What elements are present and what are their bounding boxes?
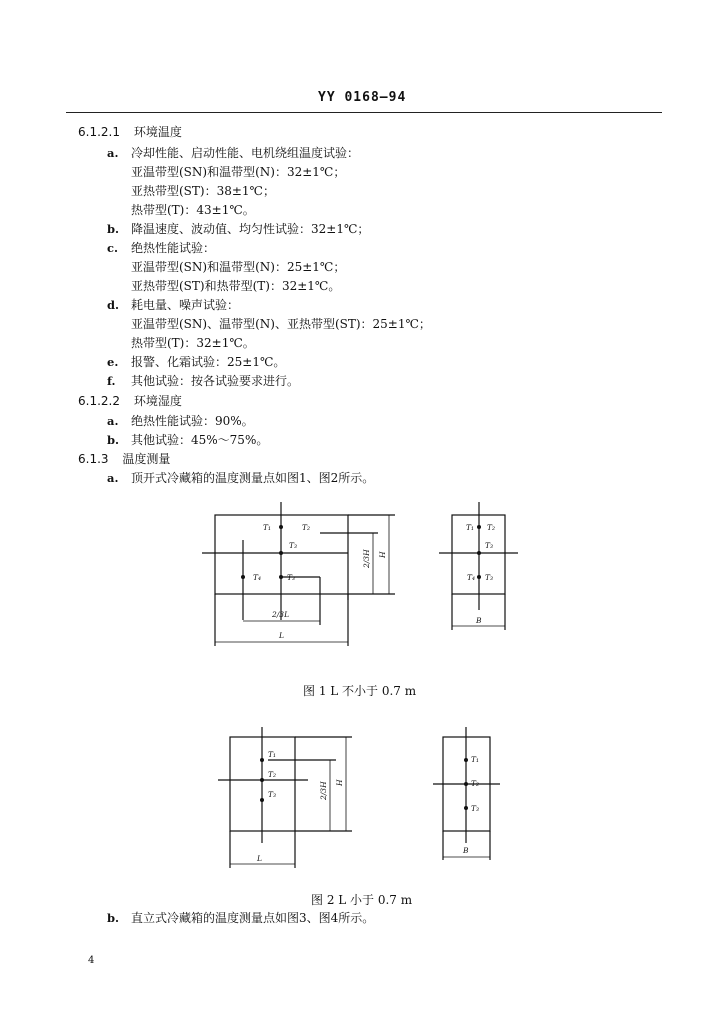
label-t3: T₃ bbox=[268, 790, 277, 799]
section-title: 温度测量 bbox=[122, 452, 171, 466]
item-a-line1: 亚温带型(SN)和温带型(N)：32±1℃； bbox=[131, 165, 346, 179]
item-label-b: b. bbox=[107, 911, 120, 925]
label-t2: T₂ bbox=[487, 523, 496, 532]
humidity-b-text: 其他试验：45%～75%。 bbox=[131, 433, 269, 447]
item-c-line2: 亚热带型(ST)和热带型(T)：32±1℃。 bbox=[131, 279, 341, 293]
dim-2-3l: 2/3L bbox=[272, 610, 290, 619]
item-a-text: 冷却性能、启动性能、电机绕组温度试验： bbox=[131, 146, 360, 160]
item-a-line2: 亚热带型(ST)：38±1℃； bbox=[131, 184, 275, 198]
item-label-e: e. bbox=[107, 355, 119, 369]
label-t3: T₃ bbox=[287, 573, 296, 582]
label-t2: T₂ bbox=[268, 770, 277, 779]
figure-1-caption: 图 1 L 不小于 0.7 m bbox=[303, 684, 417, 698]
item-label-b: b. bbox=[107, 433, 120, 447]
item-b-text: 降温速度、波动值、均匀性试验：32±1℃； bbox=[131, 222, 370, 236]
item-c-line1: 亚温带型(SN)和温带型(N)：25±1℃； bbox=[131, 260, 346, 274]
item-f-text: 其他试验：按各试验要求进行。 bbox=[131, 374, 300, 388]
figure-2-caption: 图 2 L 小于 0.7 m bbox=[311, 893, 413, 907]
item-label-b: b. bbox=[107, 222, 120, 236]
section-title: 环境湿度 bbox=[133, 394, 182, 408]
item-e-text: 报警、化霜试验：25±1℃。 bbox=[131, 355, 286, 369]
section-number: 6.1.2.2 bbox=[78, 394, 120, 408]
label-t3: T₃ bbox=[289, 541, 298, 550]
label-t3: T₃ bbox=[471, 804, 480, 813]
label-t2: T₂ bbox=[302, 523, 311, 532]
item-d-text: 耗电量、噪声试验： bbox=[131, 298, 240, 312]
dim-l: L bbox=[257, 854, 262, 863]
item-d-line1: 亚温带型(SN)、温带型(N)、亚热带型(ST)：25±1℃； bbox=[131, 317, 431, 331]
item-d-line2: 热带型(T)：32±1℃。 bbox=[131, 336, 255, 350]
dim-h: H bbox=[335, 779, 344, 786]
item-label-a: a. bbox=[107, 471, 119, 485]
item-label-a: a. bbox=[107, 414, 119, 428]
section-title: 环境温度 bbox=[133, 125, 182, 139]
label-t1: T₁ bbox=[471, 755, 480, 764]
measurement-b-text: 直立式冷藏箱的温度测量点如图3、图4所示。 bbox=[131, 911, 375, 925]
label-t1: T₁ bbox=[466, 523, 475, 532]
label-t2: T₂ bbox=[471, 779, 480, 788]
page-number: 4 bbox=[88, 955, 95, 966]
item-label-d: d. bbox=[107, 298, 120, 312]
dim-2-3h: 2/3H bbox=[319, 781, 328, 800]
dim-b: B bbox=[476, 616, 482, 625]
item-label-a: a. bbox=[107, 146, 119, 160]
section-number: 6.1.2.1 bbox=[78, 125, 120, 139]
dim-2-3h: 2/3H bbox=[362, 549, 371, 568]
dim-h: H bbox=[378, 551, 387, 558]
item-label-f: f. bbox=[107, 374, 116, 388]
humidity-a-text: 绝热性能试验：90%。 bbox=[131, 414, 254, 428]
item-a-line3: 热带型(T)：43±1℃。 bbox=[131, 203, 255, 217]
label-t3: T₃ bbox=[485, 541, 494, 550]
section-number: 6.1.3 bbox=[78, 452, 109, 466]
label-t4: T₄ bbox=[253, 573, 262, 582]
dim-l: L bbox=[279, 631, 284, 640]
item-label-c: c. bbox=[107, 241, 119, 255]
standard-code-header: YY 0168—94 bbox=[318, 90, 407, 105]
label-t1: T₁ bbox=[263, 523, 272, 532]
label-t3: T₃ bbox=[485, 573, 494, 582]
item-c-text: 绝热性能试验： bbox=[131, 241, 216, 255]
label-t4: T₄ bbox=[467, 573, 476, 582]
dim-b: B bbox=[463, 846, 469, 855]
measurement-a-text: 顶开式冷藏箱的温度测量点如图1、图2所示。 bbox=[131, 471, 375, 485]
label-t1: T₁ bbox=[268, 750, 277, 759]
